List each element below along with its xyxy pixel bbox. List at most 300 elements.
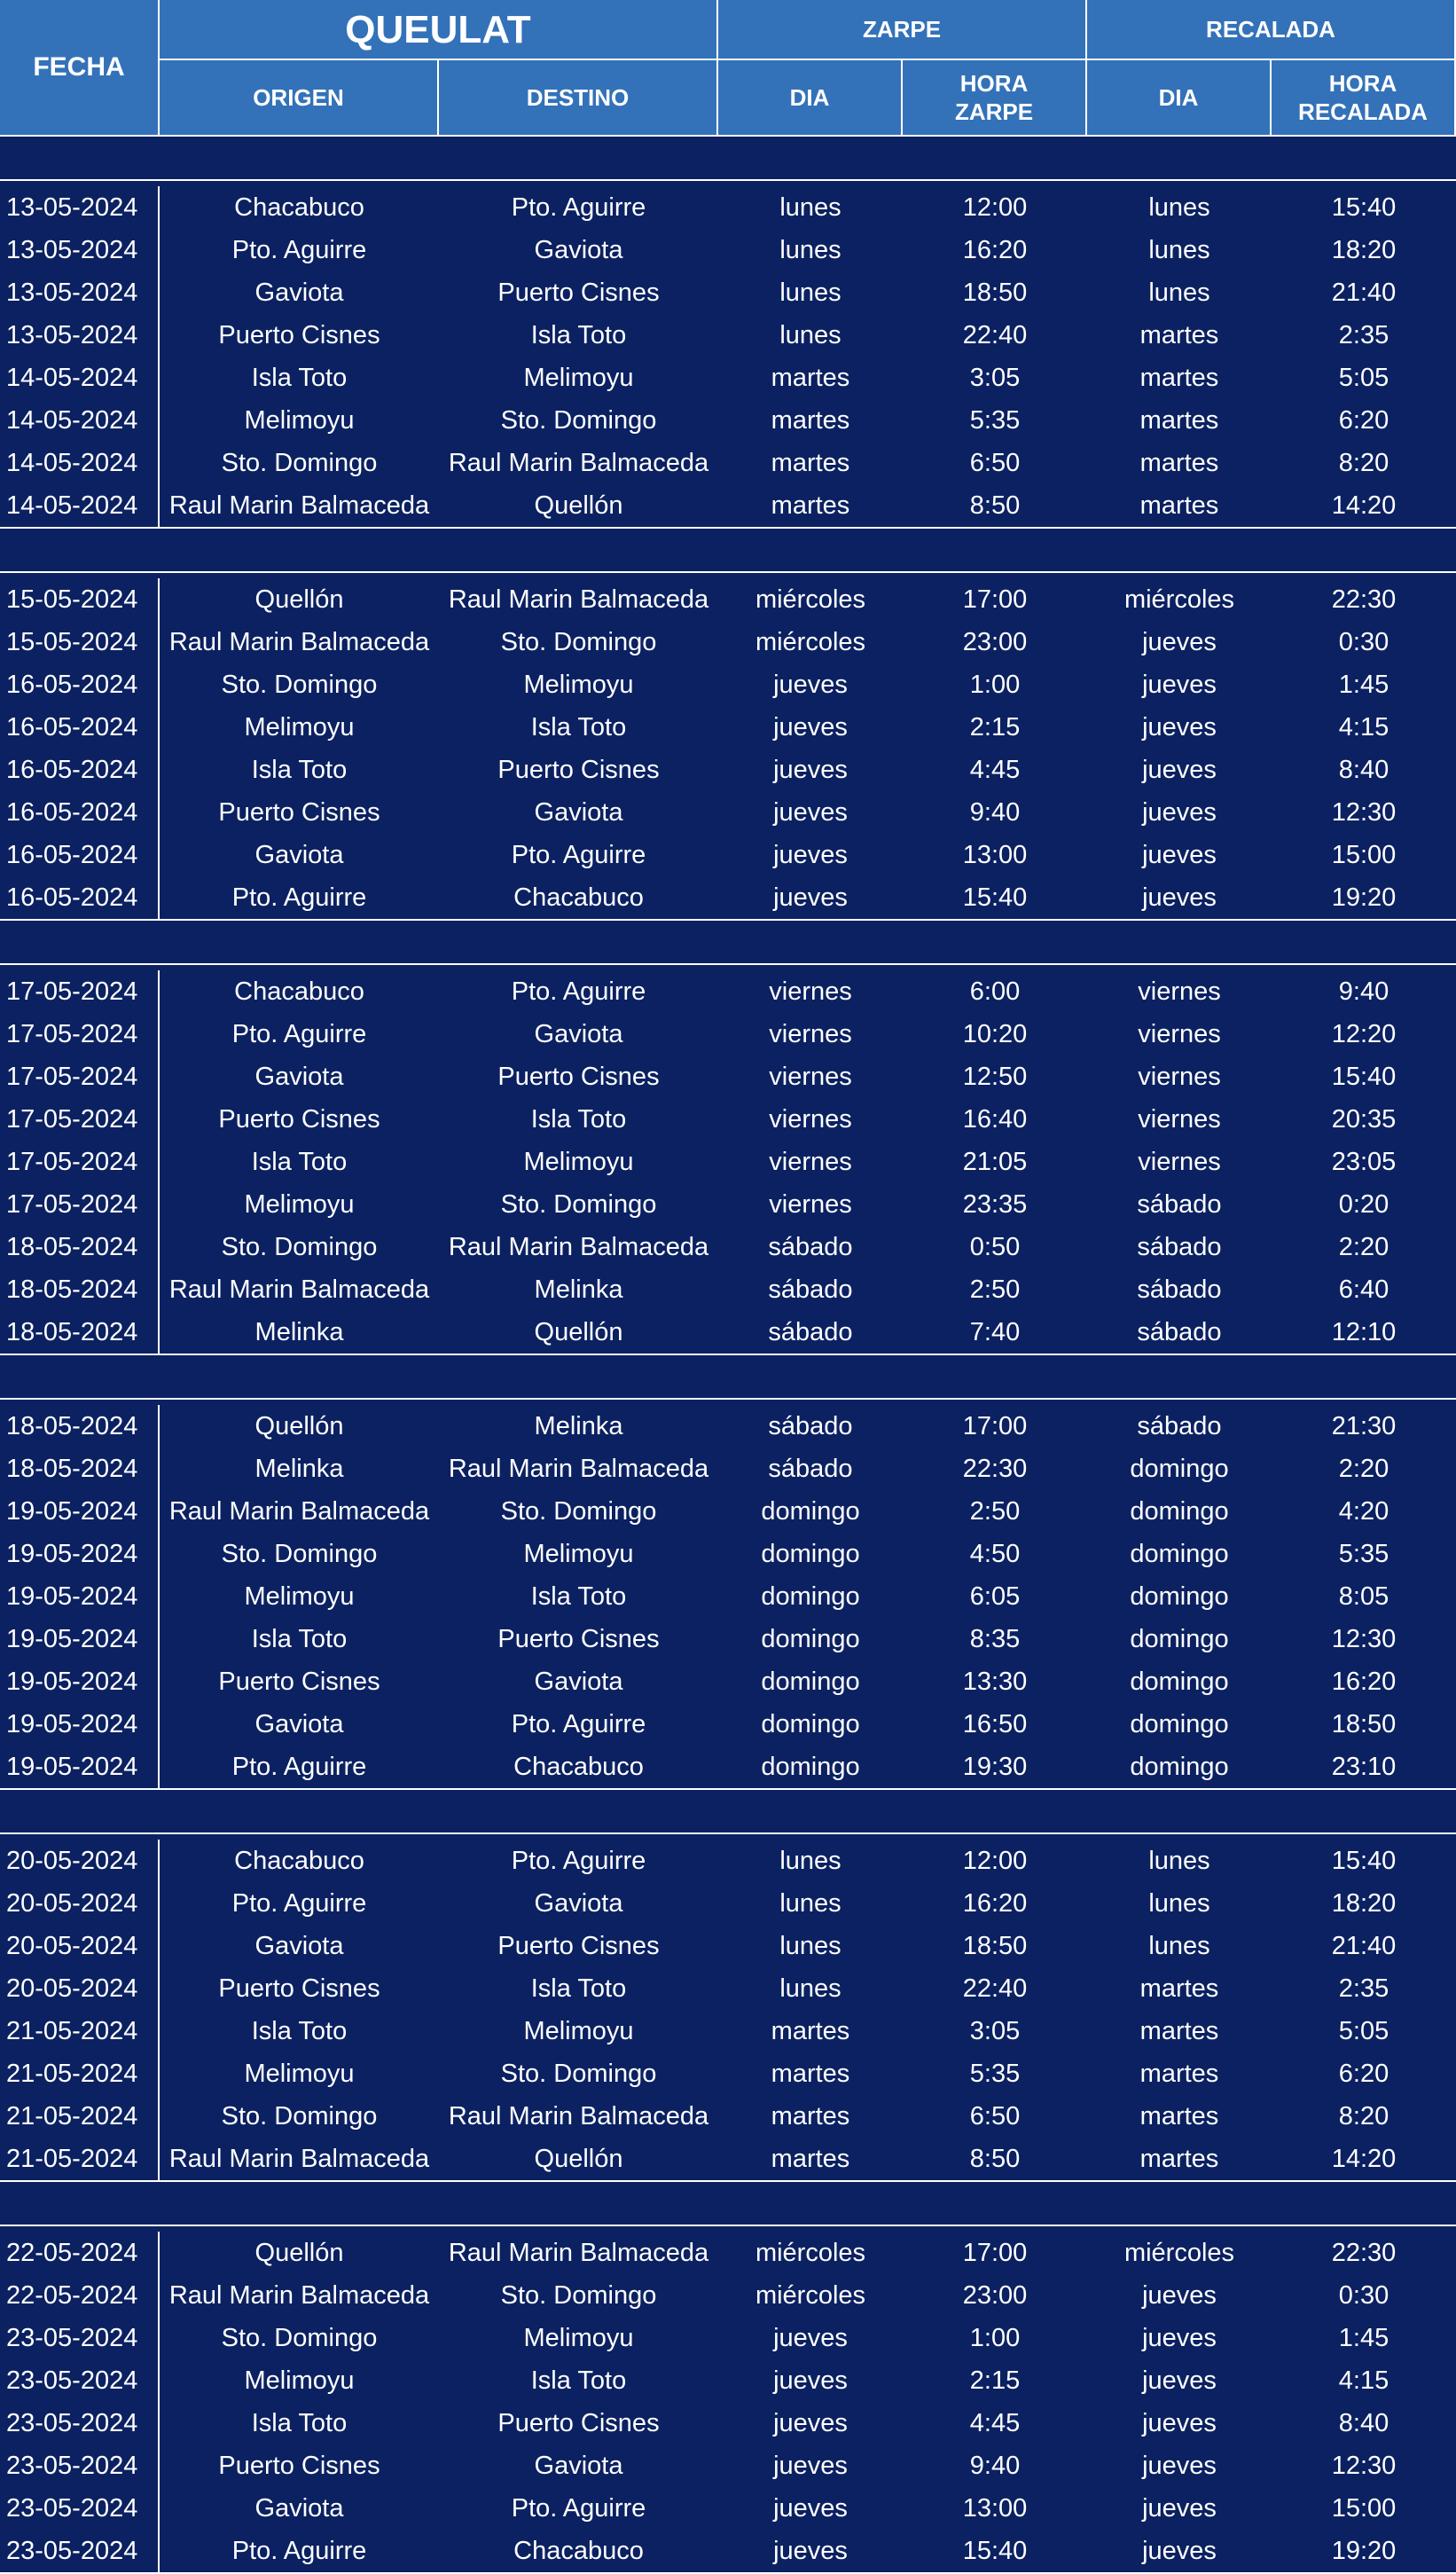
cell-dia-zarpe: jueves — [773, 883, 848, 912]
cell-hora-recalada: 22:30 — [1331, 585, 1397, 614]
cell-dia-zarpe: jueves — [773, 2494, 848, 2523]
table-row — [0, 1840, 1456, 1882]
cell-dia-recalada: jueves — [1142, 713, 1217, 742]
cell-hora-zarpe: 17:00 — [962, 2239, 1028, 2267]
cell-hora-zarpe: 3:05 — [969, 2017, 1021, 2045]
cell-origen: Isla Toto — [251, 1148, 348, 1176]
cell-dia-recalada: sábado — [1137, 1318, 1222, 1346]
cell-destino: Raul Marin Balmaceda — [448, 1455, 709, 1483]
cell-destino: Puerto Cisnes — [497, 756, 660, 784]
cell-fecha: 13-05-2024 — [0, 314, 160, 357]
cell-hora-recalada: 2:20 — [1338, 1455, 1389, 1483]
cell-dia-zarpe: viernes — [769, 1020, 852, 1048]
cell-hora-zarpe: 10:20 — [962, 1020, 1028, 1048]
cell-hora-recalada: 1:45 — [1338, 671, 1389, 699]
cell-destino: Gaviota — [534, 1668, 623, 1696]
cell-destino: Sto. Domingo — [500, 406, 657, 435]
cell-dia-recalada: domingo — [1130, 1625, 1229, 1653]
cell-dia-zarpe: jueves — [773, 2537, 848, 2565]
cell-fecha: 20-05-2024 — [0, 1840, 160, 1882]
cell-dia-recalada: martes — [1139, 364, 1219, 392]
cell-hora-recalada: 6:40 — [1338, 1275, 1389, 1304]
cell-fecha: 18-05-2024 — [0, 1226, 160, 1268]
cell-origen: Quellón — [254, 585, 344, 614]
cell-dia-recalada: lunes — [1148, 236, 1210, 264]
cell-fecha: 17-05-2024 — [0, 1013, 160, 1055]
cell-hora-recalada: 2:35 — [1338, 321, 1389, 349]
cell-hora-zarpe: 3:05 — [969, 364, 1021, 392]
cell-hora-zarpe: 16:50 — [962, 1710, 1028, 1738]
cell-origen: Sto. Domingo — [221, 2102, 378, 2131]
cell-fecha: 19-05-2024 — [0, 1490, 160, 1533]
cell-dia-zarpe: domingo — [761, 1497, 860, 1526]
cell-dia-recalada: jueves — [1142, 2281, 1217, 2310]
table-row — [0, 271, 1456, 314]
table-row — [0, 1925, 1456, 1967]
cell-hora-recalada: 18:20 — [1331, 1889, 1397, 1918]
cell-dia-recalada: domingo — [1130, 1753, 1229, 1781]
cell-fecha: 21-05-2024 — [0, 2138, 160, 2180]
cell-dia-zarpe: lunes — [779, 193, 842, 222]
cell-hora-recalada: 14:20 — [1331, 491, 1397, 520]
cell-hora-zarpe: 8:50 — [969, 491, 1021, 520]
cell-dia-zarpe: domingo — [761, 1625, 860, 1653]
cell-hora-zarpe: 19:30 — [962, 1753, 1028, 1781]
cell-hora-zarpe: 22:30 — [962, 1455, 1028, 1483]
cell-hora-recalada: 16:20 — [1331, 1668, 1397, 1696]
cell-hora-recalada: 2:20 — [1338, 1233, 1389, 1261]
cell-hora-recalada: 15:00 — [1331, 841, 1397, 869]
cell-fecha: 17-05-2024 — [0, 1098, 160, 1141]
cell-hora-recalada: 19:20 — [1331, 2537, 1397, 2565]
cell-destino: Puerto Cisnes — [497, 2409, 660, 2437]
cell-dia-recalada: jueves — [1142, 628, 1217, 656]
cell-hora-zarpe: 6:00 — [969, 977, 1021, 1006]
cell-hora-zarpe: 4:45 — [969, 756, 1021, 784]
cell-dia-recalada: martes — [1139, 2102, 1219, 2131]
table-row — [0, 791, 1456, 834]
cell-origen: Chacabuco — [234, 193, 364, 222]
cell-dia-recalada: viernes — [1138, 1148, 1221, 1176]
cell-dia-recalada: lunes — [1148, 279, 1210, 307]
table-row — [0, 2232, 1456, 2274]
cell-dia-zarpe: jueves — [773, 671, 848, 699]
voyage-group — [0, 179, 1456, 529]
cell-hora-recalada: 21:30 — [1331, 1412, 1397, 1440]
cell-origen: Puerto Cisnes — [218, 2452, 380, 2480]
table-row — [0, 314, 1456, 357]
cell-dia-recalada: martes — [1139, 491, 1219, 520]
cell-origen: Raul Marin Balmaceda — [168, 628, 430, 656]
table-row — [0, 229, 1456, 271]
cell-dia-zarpe: jueves — [773, 2324, 848, 2352]
cell-fecha: 18-05-2024 — [0, 1448, 160, 1490]
cell-fecha: 22-05-2024 — [0, 2274, 160, 2317]
cell-hora-recalada: 5:05 — [1338, 2017, 1389, 2045]
cell-origen: Raul Marin Balmaceda — [168, 2145, 430, 2173]
cell-hora-recalada: 8:40 — [1338, 2409, 1389, 2437]
table-row — [0, 834, 1456, 876]
cell-destino: Raul Marin Balmaceda — [448, 2239, 709, 2267]
table-row — [0, 2010, 1456, 2052]
table-row — [0, 1141, 1456, 1183]
cell-origen: Pto. Aguirre — [231, 2537, 367, 2565]
cell-destino: Puerto Cisnes — [497, 1625, 660, 1653]
cell-hora-zarpe: 16:40 — [962, 1105, 1028, 1134]
table-row — [0, 2487, 1456, 2530]
cell-destino: Pto. Aguirre — [511, 841, 646, 869]
cell-dia-recalada: jueves — [1142, 2324, 1217, 2352]
cell-hora-zarpe: 23:35 — [962, 1190, 1028, 1219]
cell-destino: Chacabuco — [513, 883, 644, 912]
table-row — [0, 1013, 1456, 1055]
cell-hora-recalada: 6:20 — [1338, 2060, 1389, 2088]
table-row — [0, 186, 1456, 229]
cell-fecha: 14-05-2024 — [0, 442, 160, 484]
cell-dia-zarpe: lunes — [779, 236, 842, 264]
cell-hora-recalada: 21:40 — [1331, 279, 1397, 307]
cell-destino: Quellón — [534, 1318, 623, 1346]
header-origen: ORIGEN — [160, 60, 439, 137]
table-row — [0, 970, 1456, 1013]
cell-hora-zarpe: 21:05 — [962, 1148, 1028, 1176]
cell-destino: Chacabuco — [513, 2537, 644, 2565]
cell-fecha: 19-05-2024 — [0, 1533, 160, 1575]
cell-hora-zarpe: 4:50 — [969, 1540, 1021, 1568]
cell-dia-recalada: jueves — [1142, 671, 1217, 699]
cell-destino: Gaviota — [534, 798, 623, 827]
cell-hora-zarpe: 18:50 — [962, 1932, 1028, 1960]
table-row — [0, 399, 1456, 442]
cell-origen: Sto. Domingo — [221, 1233, 378, 1261]
cell-hora-recalada: 19:20 — [1331, 883, 1397, 912]
cell-destino: Raul Marin Balmaceda — [448, 1233, 709, 1261]
header-hora-recalada: HORA RECALADA — [1272, 60, 1456, 137]
cell-dia-zarpe: jueves — [773, 713, 848, 742]
cell-dia-recalada: domingo — [1130, 1668, 1229, 1696]
table-row — [0, 2317, 1456, 2359]
cell-dia-recalada: domingo — [1130, 1710, 1229, 1738]
cell-origen: Raul Marin Balmaceda — [168, 1497, 430, 1526]
cell-fecha: 16-05-2024 — [0, 791, 160, 834]
cell-hora-zarpe: 6:05 — [969, 1582, 1021, 1611]
cell-fecha: 13-05-2024 — [0, 271, 160, 314]
cell-dia-zarpe: sábado — [768, 1412, 853, 1440]
cell-dia-zarpe: miércoles — [755, 628, 866, 656]
cell-origen: Isla Toto — [251, 2017, 348, 2045]
cell-hora-recalada: 8:20 — [1338, 2102, 1389, 2131]
header-dia-recalada: DIA — [1087, 60, 1272, 137]
cell-hora-zarpe: 9:40 — [969, 2452, 1021, 2480]
cell-dia-zarpe: viernes — [769, 977, 852, 1006]
cell-origen: Puerto Cisnes — [218, 321, 380, 349]
cell-dia-zarpe: lunes — [779, 1847, 842, 1875]
cell-origen: Raul Marin Balmaceda — [168, 491, 430, 520]
cell-dia-recalada: jueves — [1142, 798, 1217, 827]
cell-origen: Puerto Cisnes — [218, 1105, 380, 1134]
header-recalada: RECALADA — [1087, 0, 1456, 60]
cell-hora-recalada: 4:15 — [1338, 2366, 1389, 2395]
cell-origen: Gaviota — [254, 2494, 344, 2523]
table-row — [0, 1882, 1456, 1925]
cell-hora-recalada: 0:30 — [1338, 628, 1389, 656]
table-header — [0, 0, 1456, 137]
cell-destino: Sto. Domingo — [500, 628, 657, 656]
cell-hora-recalada: 23:10 — [1331, 1753, 1397, 1781]
cell-origen: Gaviota — [254, 1710, 344, 1738]
cell-hora-zarpe: 4:45 — [969, 2409, 1021, 2437]
cell-dia-recalada: jueves — [1142, 2494, 1217, 2523]
cell-fecha: 17-05-2024 — [0, 970, 160, 1013]
table-row — [0, 2095, 1456, 2138]
cell-hora-recalada: 0:30 — [1338, 2281, 1389, 2310]
cell-origen: Pto. Aguirre — [231, 883, 367, 912]
cell-hora-recalada: 15:40 — [1331, 193, 1397, 222]
cell-dia-recalada: jueves — [1142, 756, 1217, 784]
cell-fecha: 18-05-2024 — [0, 1311, 160, 1354]
table-row — [0, 2530, 1456, 2572]
cell-origen: Isla Toto — [251, 2409, 348, 2437]
cell-dia-recalada: sábado — [1137, 1190, 1222, 1219]
table-row — [0, 1183, 1456, 1226]
cell-fecha: 16-05-2024 — [0, 749, 160, 791]
cell-destino: Melimoyu — [523, 2324, 634, 2352]
cell-dia-recalada: viernes — [1138, 1020, 1221, 1048]
cell-dia-zarpe: martes — [771, 364, 850, 392]
cell-dia-recalada: jueves — [1142, 2409, 1217, 2437]
cell-fecha: 23-05-2024 — [0, 2487, 160, 2530]
cell-hora-zarpe: 5:35 — [969, 2060, 1021, 2088]
cell-dia-recalada: viernes — [1138, 977, 1221, 1006]
cell-origen: Melimoyu — [244, 2366, 355, 2395]
cell-destino: Isla Toto — [530, 1974, 627, 2003]
cell-hora-recalada: 20:35 — [1331, 1105, 1397, 1134]
cell-dia-recalada: jueves — [1142, 2452, 1217, 2480]
cell-origen: Isla Toto — [251, 756, 348, 784]
cell-hora-recalada: 18:20 — [1331, 236, 1397, 264]
cell-dia-recalada: domingo — [1130, 1540, 1229, 1568]
cell-dia-zarpe: jueves — [773, 2452, 848, 2480]
cell-fecha: 23-05-2024 — [0, 2402, 160, 2445]
cell-dia-recalada: jueves — [1142, 841, 1217, 869]
cell-hora-zarpe: 23:00 — [962, 628, 1028, 656]
cell-destino: Chacabuco — [513, 1753, 644, 1781]
cell-hora-zarpe: 15:40 — [962, 883, 1028, 912]
table-row — [0, 706, 1456, 749]
cell-dia-zarpe: jueves — [773, 2366, 848, 2395]
cell-origen: Pto. Aguirre — [231, 1020, 367, 1048]
cell-fecha: 21-05-2024 — [0, 2095, 160, 2138]
cell-origen: Raul Marin Balmaceda — [168, 1275, 430, 1304]
cell-hora-zarpe: 1:00 — [969, 2324, 1021, 2352]
table-row — [0, 578, 1456, 621]
cell-dia-recalada: miércoles — [1123, 2239, 1235, 2267]
cell-dia-zarpe: jueves — [773, 841, 848, 869]
table-row — [0, 1226, 1456, 1268]
cell-hora-recalada: 12:20 — [1331, 1020, 1397, 1048]
cell-fecha: 14-05-2024 — [0, 357, 160, 399]
cell-dia-recalada: lunes — [1148, 1847, 1210, 1875]
cell-dia-recalada: miércoles — [1123, 585, 1235, 614]
cell-hora-recalada: 9:40 — [1338, 977, 1389, 1006]
cell-dia-zarpe: sábado — [768, 1455, 853, 1483]
cell-origen: Sto. Domingo — [221, 2324, 378, 2352]
table-row — [0, 621, 1456, 663]
header-destino: DESTINO — [439, 60, 718, 137]
cell-fecha: 19-05-2024 — [0, 1703, 160, 1746]
cell-destino: Quellón — [534, 491, 623, 520]
cell-destino: Pto. Aguirre — [511, 1847, 646, 1875]
cell-origen: Sto. Domingo — [221, 1540, 378, 1568]
cell-fecha: 20-05-2024 — [0, 1967, 160, 2010]
header-fecha: FECHA — [0, 0, 160, 137]
cell-dia-recalada: domingo — [1130, 1497, 1229, 1526]
cell-destino: Puerto Cisnes — [497, 1063, 660, 1091]
cell-dia-recalada: jueves — [1142, 2366, 1217, 2395]
cell-fecha: 13-05-2024 — [0, 229, 160, 271]
cell-dia-zarpe: lunes — [779, 1974, 842, 2003]
cell-fecha: 13-05-2024 — [0, 186, 160, 229]
cell-destino: Melinka — [534, 1412, 623, 1440]
cell-hora-recalada: 1:45 — [1338, 2324, 1389, 2352]
cell-hora-zarpe: 12:00 — [962, 193, 1028, 222]
cell-fecha: 17-05-2024 — [0, 1055, 160, 1098]
cell-dia-zarpe: lunes — [779, 321, 842, 349]
table-row — [0, 1575, 1456, 1618]
cell-hora-zarpe: 1:00 — [969, 671, 1021, 699]
cell-hora-recalada: 5:35 — [1338, 1540, 1389, 1568]
cell-dia-zarpe: lunes — [779, 1889, 842, 1918]
cell-fecha: 17-05-2024 — [0, 1183, 160, 1226]
cell-hora-recalada: 6:20 — [1338, 406, 1389, 435]
cell-destino: Pto. Aguirre — [511, 2494, 646, 2523]
table-row — [0, 484, 1456, 527]
cell-dia-zarpe: domingo — [761, 1540, 860, 1568]
cell-fecha: 21-05-2024 — [0, 2052, 160, 2095]
cell-fecha: 20-05-2024 — [0, 1925, 160, 1967]
cell-dia-recalada: martes — [1139, 321, 1219, 349]
cell-fecha: 16-05-2024 — [0, 834, 160, 876]
cell-destino: Sto. Domingo — [500, 1190, 657, 1219]
cell-hora-recalada: 5:05 — [1338, 364, 1389, 392]
cell-hora-recalada: 14:20 — [1331, 2145, 1397, 2173]
cell-dia-recalada: jueves — [1142, 883, 1217, 912]
cell-fecha: 19-05-2024 — [0, 1746, 160, 1788]
cell-fecha: 19-05-2024 — [0, 1618, 160, 1660]
table-row — [0, 2359, 1456, 2402]
cell-destino: Pto. Aguirre — [511, 1710, 646, 1738]
cell-origen: Gaviota — [254, 1063, 344, 1091]
cell-dia-zarpe: viernes — [769, 1105, 852, 1134]
cell-fecha: 14-05-2024 — [0, 399, 160, 442]
cell-hora-zarpe: 18:50 — [962, 279, 1028, 307]
cell-origen: Chacabuco — [234, 1847, 364, 1875]
cell-destino: Melimoyu — [523, 364, 634, 392]
cell-origen: Pto. Aguirre — [231, 1889, 367, 1918]
cell-origen: Isla Toto — [251, 1625, 348, 1653]
cell-destino: Puerto Cisnes — [497, 1932, 660, 1960]
cell-fecha: 15-05-2024 — [0, 578, 160, 621]
cell-hora-recalada: 22:30 — [1331, 2239, 1397, 2267]
cell-hora-zarpe: 23:00 — [962, 2281, 1028, 2310]
cell-dia-recalada: viernes — [1138, 1063, 1221, 1091]
cell-dia-zarpe: martes — [771, 2102, 850, 2131]
cell-destino: Isla Toto — [530, 321, 627, 349]
voyage-group — [0, 571, 1456, 921]
table-row — [0, 749, 1456, 791]
table-row — [0, 2445, 1456, 2487]
cell-hora-recalada: 18:50 — [1331, 1710, 1397, 1738]
cell-origen: Quellón — [254, 1412, 344, 1440]
cell-dia-zarpe: martes — [771, 491, 850, 520]
cell-fecha: 23-05-2024 — [0, 2317, 160, 2359]
cell-fecha: 19-05-2024 — [0, 1575, 160, 1618]
table-row — [0, 1703, 1456, 1746]
cell-dia-zarpe: viernes — [769, 1190, 852, 1219]
cell-destino: Isla Toto — [530, 1582, 627, 1611]
cell-hora-zarpe: 7:40 — [969, 1318, 1021, 1346]
cell-dia-recalada: domingo — [1130, 1582, 1229, 1611]
cell-destino: Puerto Cisnes — [497, 279, 660, 307]
cell-fecha: 17-05-2024 — [0, 1141, 160, 1183]
cell-dia-zarpe: jueves — [773, 756, 848, 784]
cell-dia-recalada: martes — [1139, 2017, 1219, 2045]
table-row — [0, 1448, 1456, 1490]
cell-hora-zarpe: 8:35 — [969, 1625, 1021, 1653]
table-row — [0, 1405, 1456, 1448]
cell-dia-zarpe: martes — [771, 2145, 850, 2173]
cell-dia-zarpe: viernes — [769, 1063, 852, 1091]
cell-hora-zarpe: 13:30 — [962, 1668, 1028, 1696]
cell-destino: Gaviota — [534, 236, 623, 264]
cell-dia-recalada: martes — [1139, 1974, 1219, 2003]
cell-hora-recalada: 4:20 — [1338, 1497, 1389, 1526]
cell-hora-zarpe: 17:00 — [962, 1412, 1028, 1440]
cell-dia-zarpe: sábado — [768, 1233, 853, 1261]
table-row — [0, 876, 1456, 919]
cell-dia-recalada: martes — [1139, 406, 1219, 435]
cell-dia-zarpe: lunes — [779, 1932, 842, 1960]
cell-hora-recalada: 4:15 — [1338, 713, 1389, 742]
cell-dia-zarpe: sábado — [768, 1318, 853, 1346]
cell-hora-recalada: 8:20 — [1338, 449, 1389, 477]
cell-hora-zarpe: 9:40 — [969, 798, 1021, 827]
cell-destino: Sto. Domingo — [500, 1497, 657, 1526]
cell-fecha: 14-05-2024 — [0, 484, 160, 527]
table-row — [0, 1311, 1456, 1354]
cell-fecha: 23-05-2024 — [0, 2530, 160, 2572]
cell-dia-recalada: sábado — [1137, 1233, 1222, 1261]
cell-hora-zarpe: 2:15 — [969, 713, 1021, 742]
cell-fecha: 18-05-2024 — [0, 1405, 160, 1448]
cell-dia-zarpe: martes — [771, 406, 850, 435]
cell-dia-zarpe: martes — [771, 2060, 850, 2088]
cell-destino: Sto. Domingo — [500, 2281, 657, 2310]
table-row — [0, 357, 1456, 399]
cell-hora-recalada: 15:40 — [1331, 1063, 1397, 1091]
cell-destino: Raul Marin Balmaceda — [448, 449, 709, 477]
cell-dia-recalada: lunes — [1148, 1889, 1210, 1918]
cell-hora-zarpe: 2:15 — [969, 2366, 1021, 2395]
cell-destino: Pto. Aguirre — [511, 977, 646, 1006]
cell-hora-recalada: 15:40 — [1331, 1847, 1397, 1875]
cell-hora-zarpe: 16:20 — [962, 1889, 1028, 1918]
cell-destino: Gaviota — [534, 2452, 623, 2480]
cell-dia-zarpe: miércoles — [755, 2281, 866, 2310]
table-row — [0, 2138, 1456, 2180]
cell-origen: Sto. Domingo — [221, 449, 378, 477]
table-row — [0, 1660, 1456, 1703]
